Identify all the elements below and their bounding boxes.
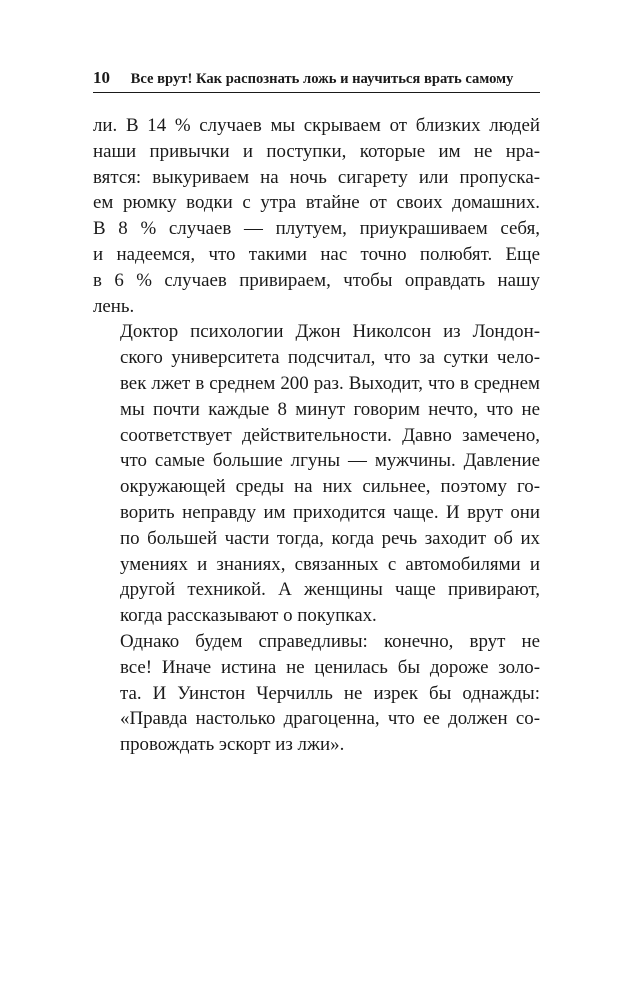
text-line: В 8 % случаев — плутуем, приукрашиваем себя, (93, 218, 540, 240)
page-number: 10 (93, 68, 110, 87)
text-line: ского университета подсчитал, что за сутки чело- (120, 347, 540, 369)
text-line: та. И Уинстон Черчилль не изрек бы однажды: (120, 682, 540, 704)
text-line: когда рассказывают о покупках. (120, 605, 377, 627)
book-title: Все врут! Как распознать ложь и научиться врать самому (130, 71, 514, 87)
running-header (93, 64, 540, 93)
text-line: Однако будем справедливы: конечно, врут не (120, 630, 540, 652)
paragraph-churchill (93, 629, 540, 758)
text-line: окружающей среды на них сильнее, поэтому го- (120, 476, 540, 498)
text-line: соответствует действительности. Давно замечено, (120, 424, 540, 446)
text-line: век лжет в среднем 200 раз. Выходит, что в среднем (120, 372, 540, 394)
text-line: ли. В 14 % случаев мы скрываем от близких людей (93, 115, 540, 136)
text-line: ворить неправду им приходится чаще. И врут они (120, 501, 540, 523)
text-line: что самые большие лгуны — мужчины. Давление (120, 450, 540, 472)
text-line: «Правда настолько драгоценна, что ее должен со- (120, 708, 540, 730)
text-line: мы почти каждые 8 минут говорим нечто, что не (120, 398, 540, 420)
text-line: и надеемся, что такими нас точно полюбят. Еще (93, 243, 540, 265)
paragraph-continued (93, 113, 540, 319)
text-line: ем рюмку водки с утра втайне от своих домашних. (93, 192, 540, 214)
paragraph-nicholson (93, 319, 540, 629)
text-line: вятся: выкуриваем на ночь сигарету или пропуска- (93, 166, 540, 188)
text-line: Доктор психологии Джон Николсон из Лондон- (120, 321, 540, 343)
text-line: в 6 % случаев привираем, чтобы оправдать нашу (93, 269, 540, 291)
text-line: другой техникой. А женщины чаще привирают, (120, 579, 540, 601)
text-line: наши привычки и поступки, которые им не нра- (93, 140, 540, 162)
text-line: все! Иначе истина не ценилась бы дороже золо- (120, 656, 540, 678)
text-line: провождать эскорт из лжи». (120, 734, 345, 756)
text-line: лень. (93, 295, 135, 317)
body-text (93, 113, 540, 758)
text-line: умениях и знаниях, связанных с автомобилями и (120, 553, 540, 575)
text-line: по большей части тогда, когда речь заходит об их (120, 527, 540, 549)
